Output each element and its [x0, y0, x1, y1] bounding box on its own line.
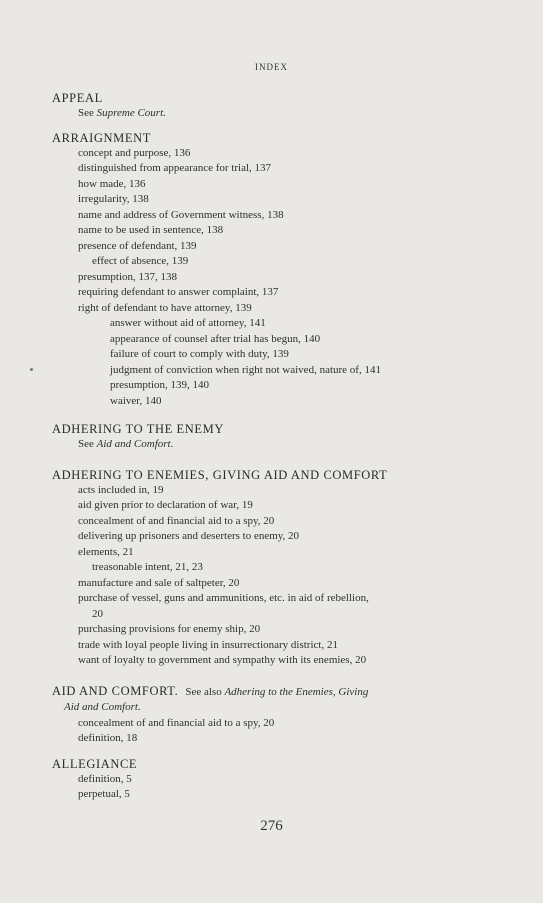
subentry: delivering up prisoners and deserters to enemy, 20: [78, 530, 300, 542]
subentry: want of loyalty to government and sympathy with its enemies, 20: [78, 654, 367, 666]
sub-subentry: treasonable intent, 21, 23: [92, 561, 203, 573]
sub-subentry: waiver, 140: [110, 394, 162, 407]
subentry: irregularity, 138: [78, 193, 149, 205]
running-head: INDEX: [255, 62, 288, 72]
subentry: manufacture and sale of saltpeter, 20: [78, 576, 240, 589]
paper-speck: [30, 368, 33, 371]
subentry: purchasing provisions for enemy ship, 20: [78, 623, 261, 635]
subentry: presumption, 137, 138: [78, 270, 177, 283]
see-prefix: See also: [185, 685, 225, 698]
subentry: trade with loyal people living in insurrectionary district, 21: [78, 638, 338, 651]
subentry: acts included in, 19: [78, 483, 164, 496]
entry-adhering-to-enemies: [52, 467, 522, 669]
see-reference: Adhering to the Enemies, Giving: [224, 685, 369, 698]
subentry: name and address of Government witness, 138: [78, 208, 284, 221]
sub-subentry: appearance of counsel after trial has begun, 140: [110, 332, 321, 345]
cross-reference: [52, 437, 522, 453]
subentry: right of defendant to have attorney, 139: [78, 301, 252, 314]
sub-subentry: effect of absence, 139: [92, 255, 189, 267]
entry-heading: ADHERING TO THE ENEMY: [52, 422, 224, 436]
entry-adhering-to-the-enemy: [52, 421, 522, 453]
sub-subentry: failure of court to comply with duty, 139: [110, 348, 289, 360]
subentry-continuation: 20: [92, 607, 103, 620]
subentry: how made, 136: [78, 177, 146, 190]
subentry: concealment of and financial aid to a spy, 20: [78, 716, 275, 729]
entry-aid-and-comfort: [52, 683, 522, 747]
see-reference: Aid and Comfort.: [96, 438, 174, 450]
sub-subentry: answer without aid of attorney, 141: [110, 317, 266, 329]
subentry: distinguished from appearance for trial, 137: [78, 162, 272, 174]
see-reference: Supreme Court.: [96, 107, 166, 119]
see-prefix: See: [78, 107, 97, 119]
cross-reference: [52, 106, 522, 122]
subentry: definition, 18: [78, 732, 138, 744]
entry-heading-line: [52, 683, 522, 701]
entry-heading: ADHERING TO ENEMIES, GIVING AID AND COMFORT: [52, 467, 388, 482]
subentry: requiring defendant to answer complaint, 137: [78, 286, 279, 298]
sub-subentry: judgment of conviction when right not waived, nature of, 141: [110, 363, 381, 376]
see-prefix: See: [78, 438, 97, 450]
entry-heading: AID AND COMFORT.: [52, 683, 179, 698]
entry-heading: ARRAIGNMENT: [52, 130, 151, 145]
page-number: 276: [260, 818, 283, 834]
subentry: concept and purpose, 136: [78, 146, 191, 159]
subentry: elements, 21: [78, 545, 134, 558]
subentry: definition, 5: [78, 772, 132, 785]
entry-heading: ALLEGIANCE: [52, 756, 138, 771]
subentry: aid given prior to declaration of war, 19: [78, 499, 253, 511]
entry-arraignment: [52, 130, 522, 410]
see-reference-continuation: Aid and Comfort.: [64, 701, 141, 713]
index-content: [52, 90, 522, 803]
sub-subentry: presumption, 139, 140: [110, 379, 209, 391]
subentry: presence of defendant, 139: [78, 239, 197, 252]
subentry: perpetual, 5: [78, 788, 130, 800]
entry-allegiance: [52, 756, 522, 803]
subentry: purchase of vessel, guns and ammunitions, etc. in aid of rebellion,: [78, 592, 369, 604]
subentry: name to be used in sentence, 138: [78, 224, 224, 236]
entry-appeal: [52, 90, 522, 122]
subentry: concealment of and financial aid to a spy, 20: [78, 514, 275, 527]
entry-heading: APPEAL: [52, 91, 103, 105]
